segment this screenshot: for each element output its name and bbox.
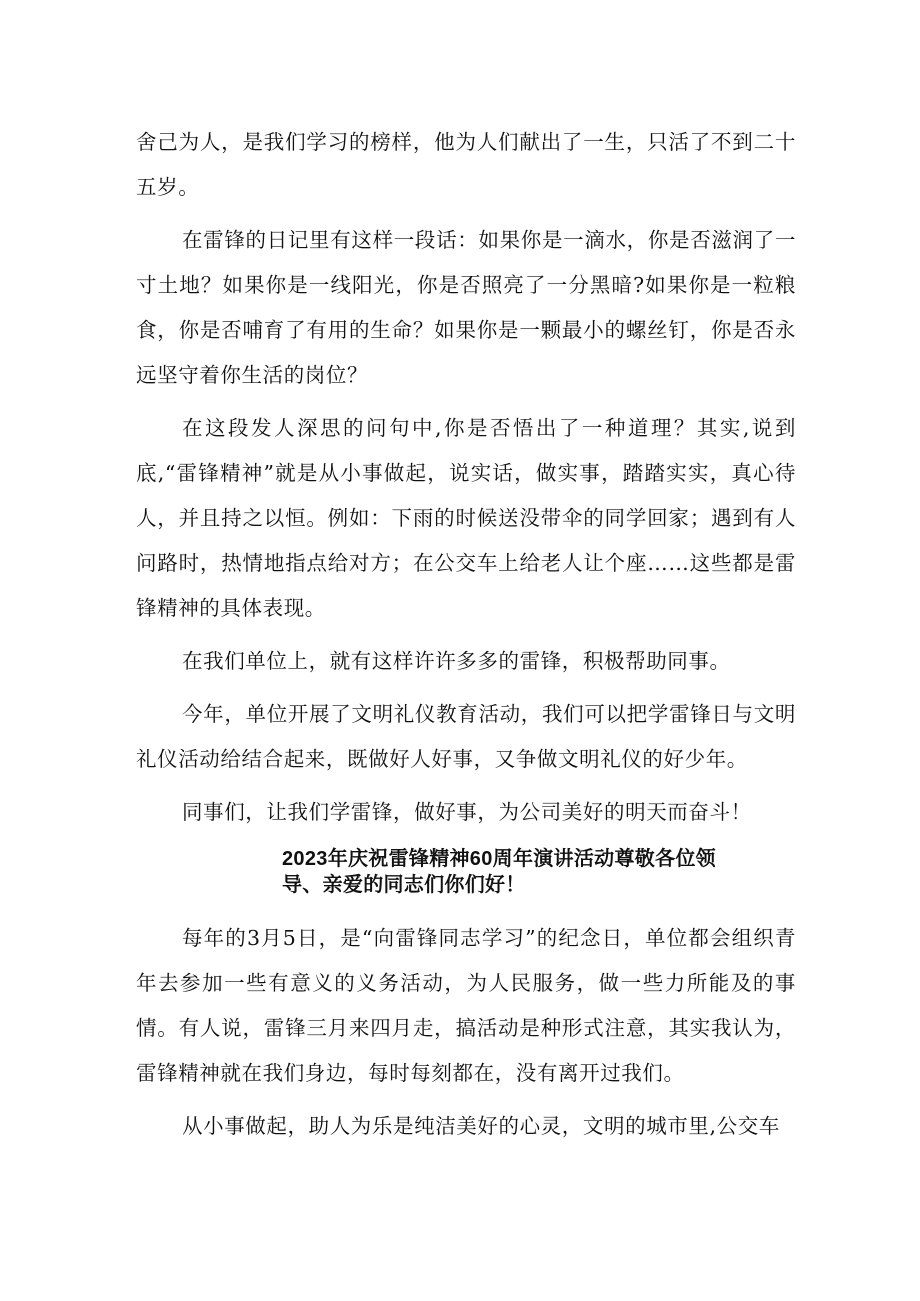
speech-title (282, 846, 762, 898)
paragraph-sacrifice: 舍己为人，是我们学习的榜样，他为人们献出了一生，只活了不到二十五岁。 (136, 130, 796, 199)
section-two (136, 916, 796, 1149)
paragraph-small-things: 从小事做起，助人为乐是纯洁美好的心灵，文明的城市里,公交车 (182, 1114, 780, 1138)
paragraph-spirit: 在这段发人深思的问句中,你是否悟出了一种道理？其实,说到底,“雷锋精神”就是从小事做起，说实话，做实事，踏踏实实，真心待人，并且持之以恒。例如：下雨的时候送没带伞的同学回家；遇到有人问路时，热情地指点给对方；在公交车上给老人让个座……这些都是雷锋精神的具体表现。 (136, 416, 796, 620)
section-one (136, 120, 796, 835)
paragraph-closing: 同事们，让我们学雷锋，做好事，为公司美好的明天而奋斗！ (182, 800, 752, 824)
paragraph-unit: 在我们单位上，就有这样许许多多的雷锋，积极帮助同事。 (182, 649, 731, 673)
speech-title-line-1: 2023年庆祝雷锋精神60周年演讲活动尊敬各位领 (282, 848, 716, 870)
speech-title-line-2: 导、亲爱的同志们你们好！ (282, 874, 526, 896)
paragraph-diary: 在雷锋的日记里有这样一段话：如果你是一滴水，你是否滋润了一寸土地？如果你是一线阳光，你是否照亮了一分黑暗?如果你是一粒粮食，你是否哺育了有用的生命？如果你是一颗最小的螺丝钉，你是否永远坚守着你生活的岗位？ (136, 228, 796, 387)
paragraph-memorial-day: 每年的3月5日，是“向雷锋同志学习”的纪念日，单位都会组织青年去参加一些有意义的义务活动，为人民服务，做一些力所能及的事情。有人说，雷锋三月来四月走，搞活动是种形式注意，其实我认为，雷锋精神就在我们身边，每时每刻都在，没有离开过我们。 (136, 926, 796, 1085)
paragraph-etiquette: 今年，单位开展了文明礼仪教育活动，我们可以把学雷锋日与文明礼仪活动给结合起来，既做好人好事，又争做文明礼仪的好少年。 (136, 702, 796, 771)
